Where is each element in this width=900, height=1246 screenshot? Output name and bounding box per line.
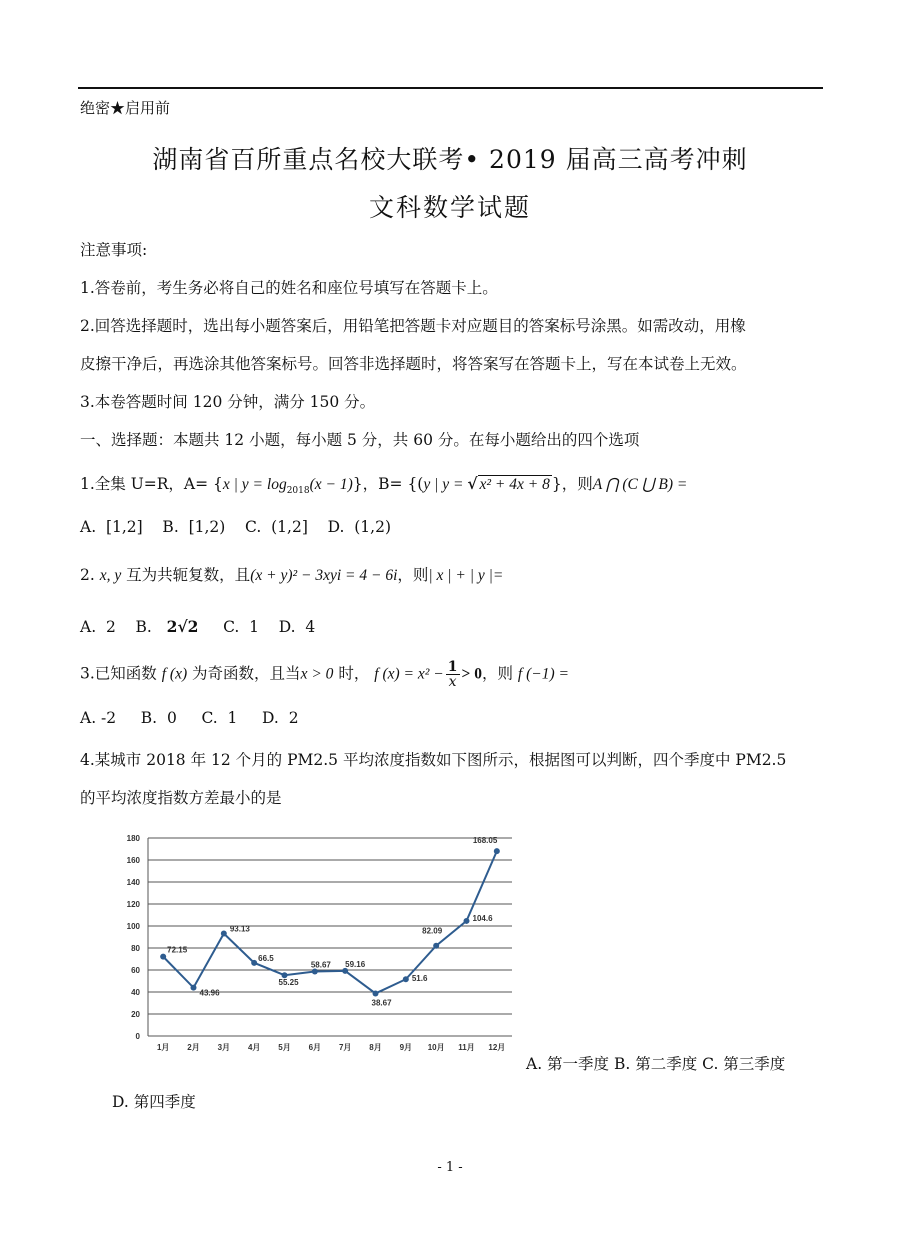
q2-opt-a: A. 2 B.	[80, 618, 152, 636]
x-tick-label: 3月	[217, 1043, 231, 1052]
q1-set-a: x | y = log	[222, 476, 287, 493]
y-tick-label: 160	[126, 856, 140, 865]
q1-options: A. [1,2] B. [1,2) C. (1,2] D. (1,2)	[80, 518, 391, 536]
note-3: 3.本卷答题时间 120 分钟，满分 150 分。	[80, 393, 376, 411]
q3-ask: f (−1) =	[517, 665, 569, 683]
q1-arg: (x − 1)	[309, 476, 353, 493]
q1-expr: A ⋂ (C ⋃ B) =	[592, 476, 688, 493]
q2-prefix: 2.	[80, 566, 95, 584]
x-tick-label: 2月	[187, 1043, 200, 1052]
y-tick-label: 80	[131, 944, 140, 953]
y-tick-label: 100	[126, 922, 140, 931]
header-rule	[78, 87, 823, 89]
q1-sqrt-body: x² + 4x + 8	[479, 476, 550, 493]
data-label: 72.15	[167, 945, 188, 955]
q1-log-base: 2018	[286, 486, 310, 497]
y-tick-label: 20	[131, 1010, 140, 1019]
q3-prefix: 3.已知函数	[80, 664, 157, 683]
page-number: - 1 -	[437, 1160, 463, 1175]
data-point	[373, 990, 379, 996]
data-point	[464, 918, 470, 924]
x-tick-label: 4月	[247, 1043, 261, 1052]
q4-line-1: 4.某城市 2018 年 12 个月的 PM2.5 平均浓度指数如下图所示，根据图可以判断，四个季度中 PM2.5	[80, 751, 787, 769]
data-point	[433, 943, 439, 949]
data-label: 82.09	[422, 926, 443, 936]
q4-line-2: 的平均浓度指数方差最小的是	[80, 789, 282, 807]
data-point	[221, 931, 227, 937]
series-line	[163, 851, 497, 993]
q2-text2: ，则	[397, 566, 429, 584]
data-label: 43.96	[199, 988, 220, 998]
x-tick-label: 8月	[369, 1043, 382, 1052]
pm25-line-chart	[110, 828, 520, 1058]
data-label: 93.13	[229, 924, 250, 934]
q2-opt-rest: C. 1 D. 4	[223, 618, 316, 636]
q2-vars: x, y	[99, 567, 122, 584]
data-point	[191, 985, 197, 991]
data-label: 168.05	[472, 836, 498, 846]
y-tick-label: 40	[131, 988, 140, 997]
y-tick-label: 0	[135, 1032, 140, 1041]
data-point	[494, 848, 500, 854]
q3-text2: 时，	[333, 664, 370, 683]
y-tick-label: 60	[131, 966, 140, 975]
q1-mid: }，B= {(	[352, 475, 424, 493]
q1-prefix: 1.全集 U=R，A= {	[80, 475, 223, 493]
q2-opt-b-value: 2√2	[166, 617, 199, 636]
q2-options	[80, 617, 315, 636]
question-3	[80, 660, 569, 689]
q2-eq: (x + y)² − 3xyi = 4 − 6i	[250, 567, 398, 584]
q3-eq-right: > 0	[461, 665, 482, 683]
y-tick-label: 120	[126, 900, 140, 909]
q3-options: A. -2 B. 0 C. 1 D. 2	[80, 709, 299, 727]
q3-eq-left: f (x) = x² −	[374, 665, 444, 683]
data-label: 51.6	[411, 974, 428, 984]
x-tick-label: 1月	[156, 1043, 170, 1052]
notes-heading: 注意事项:	[80, 241, 148, 259]
data-point	[251, 960, 257, 966]
question-2	[80, 563, 503, 585]
q3-fraction	[446, 660, 460, 689]
q1-set-b: y | y =	[423, 476, 468, 493]
chart-svg	[110, 828, 520, 1058]
x-tick-label: 12月	[488, 1043, 506, 1052]
q1-suffix: }，则	[551, 475, 593, 493]
q3-frac-den: x	[448, 674, 457, 690]
q2-expr: | x | + | y |=	[428, 567, 504, 584]
q4-options-abc: A. 第一季度 B. 第二季度 C. 第三季度	[526, 1055, 786, 1073]
note-1: 1.答卷前，考生务必将自己的姓名和座位号填写在答题卡上。	[80, 279, 498, 297]
q3-text3: ，则	[481, 664, 513, 683]
y-tick-label: 180	[126, 834, 140, 843]
x-tick-label: 7月	[338, 1043, 352, 1052]
q3-cond: x > 0	[300, 665, 334, 683]
question-1: 1.全集 U=R，A= {x | $y = \log_{2018}(x - 1)$}，B= {(y | y = √ x² + 4x + 8 }，则A ⋂ (C ⋃ B) =	[80, 474, 688, 497]
data-label: 66.5	[258, 953, 274, 963]
x-tick-label: 9月	[399, 1043, 413, 1052]
q3-frac-num: 1	[447, 659, 458, 675]
x-tick-label: 11月	[458, 1043, 475, 1052]
y-tick-label: 140	[126, 878, 140, 887]
exam-subtitle: 文科数学试题	[368, 193, 531, 222]
x-tick-label: 10月	[427, 1043, 445, 1052]
section-heading: 一、选择题：本题共 12 小题，每小题 5 分，共 60 分。在每小题给出的四个选项	[80, 431, 640, 449]
q3-fx: f (x)	[161, 665, 188, 683]
data-point	[160, 954, 166, 960]
data-point	[403, 976, 409, 982]
data-label: 58.67	[310, 960, 331, 970]
secret-label: 绝密★启用前	[80, 99, 171, 117]
data-label: 38.67	[371, 998, 392, 1008]
data-label: 59.16	[345, 959, 366, 969]
x-tick-label: 6月	[308, 1043, 322, 1052]
q3-text1: 为奇函数，且当	[187, 664, 301, 683]
exam-title: 湖南省百所重点名校大联考• 2019 届高三高考冲刺	[152, 145, 748, 174]
q2-text1: 互为共轭复数，且	[121, 566, 251, 584]
note-2-line-1: 2.回答选择题时，选出每小题答案后，用铅笔把答题卡对应题目的答案标号涂黑。如需改动，用橡	[80, 317, 746, 335]
x-tick-label: 5月	[278, 1043, 291, 1052]
data-label: 55.25	[278, 978, 299, 988]
data-label: 104.6	[472, 913, 493, 923]
note-2-line-2: 皮擦干净后，再选涂其他答案标号。回答非选择题时，将答案写在答题卡上，写在本试卷上无效。	[80, 355, 747, 373]
q4-option-d: D. 第四季度	[112, 1093, 196, 1111]
